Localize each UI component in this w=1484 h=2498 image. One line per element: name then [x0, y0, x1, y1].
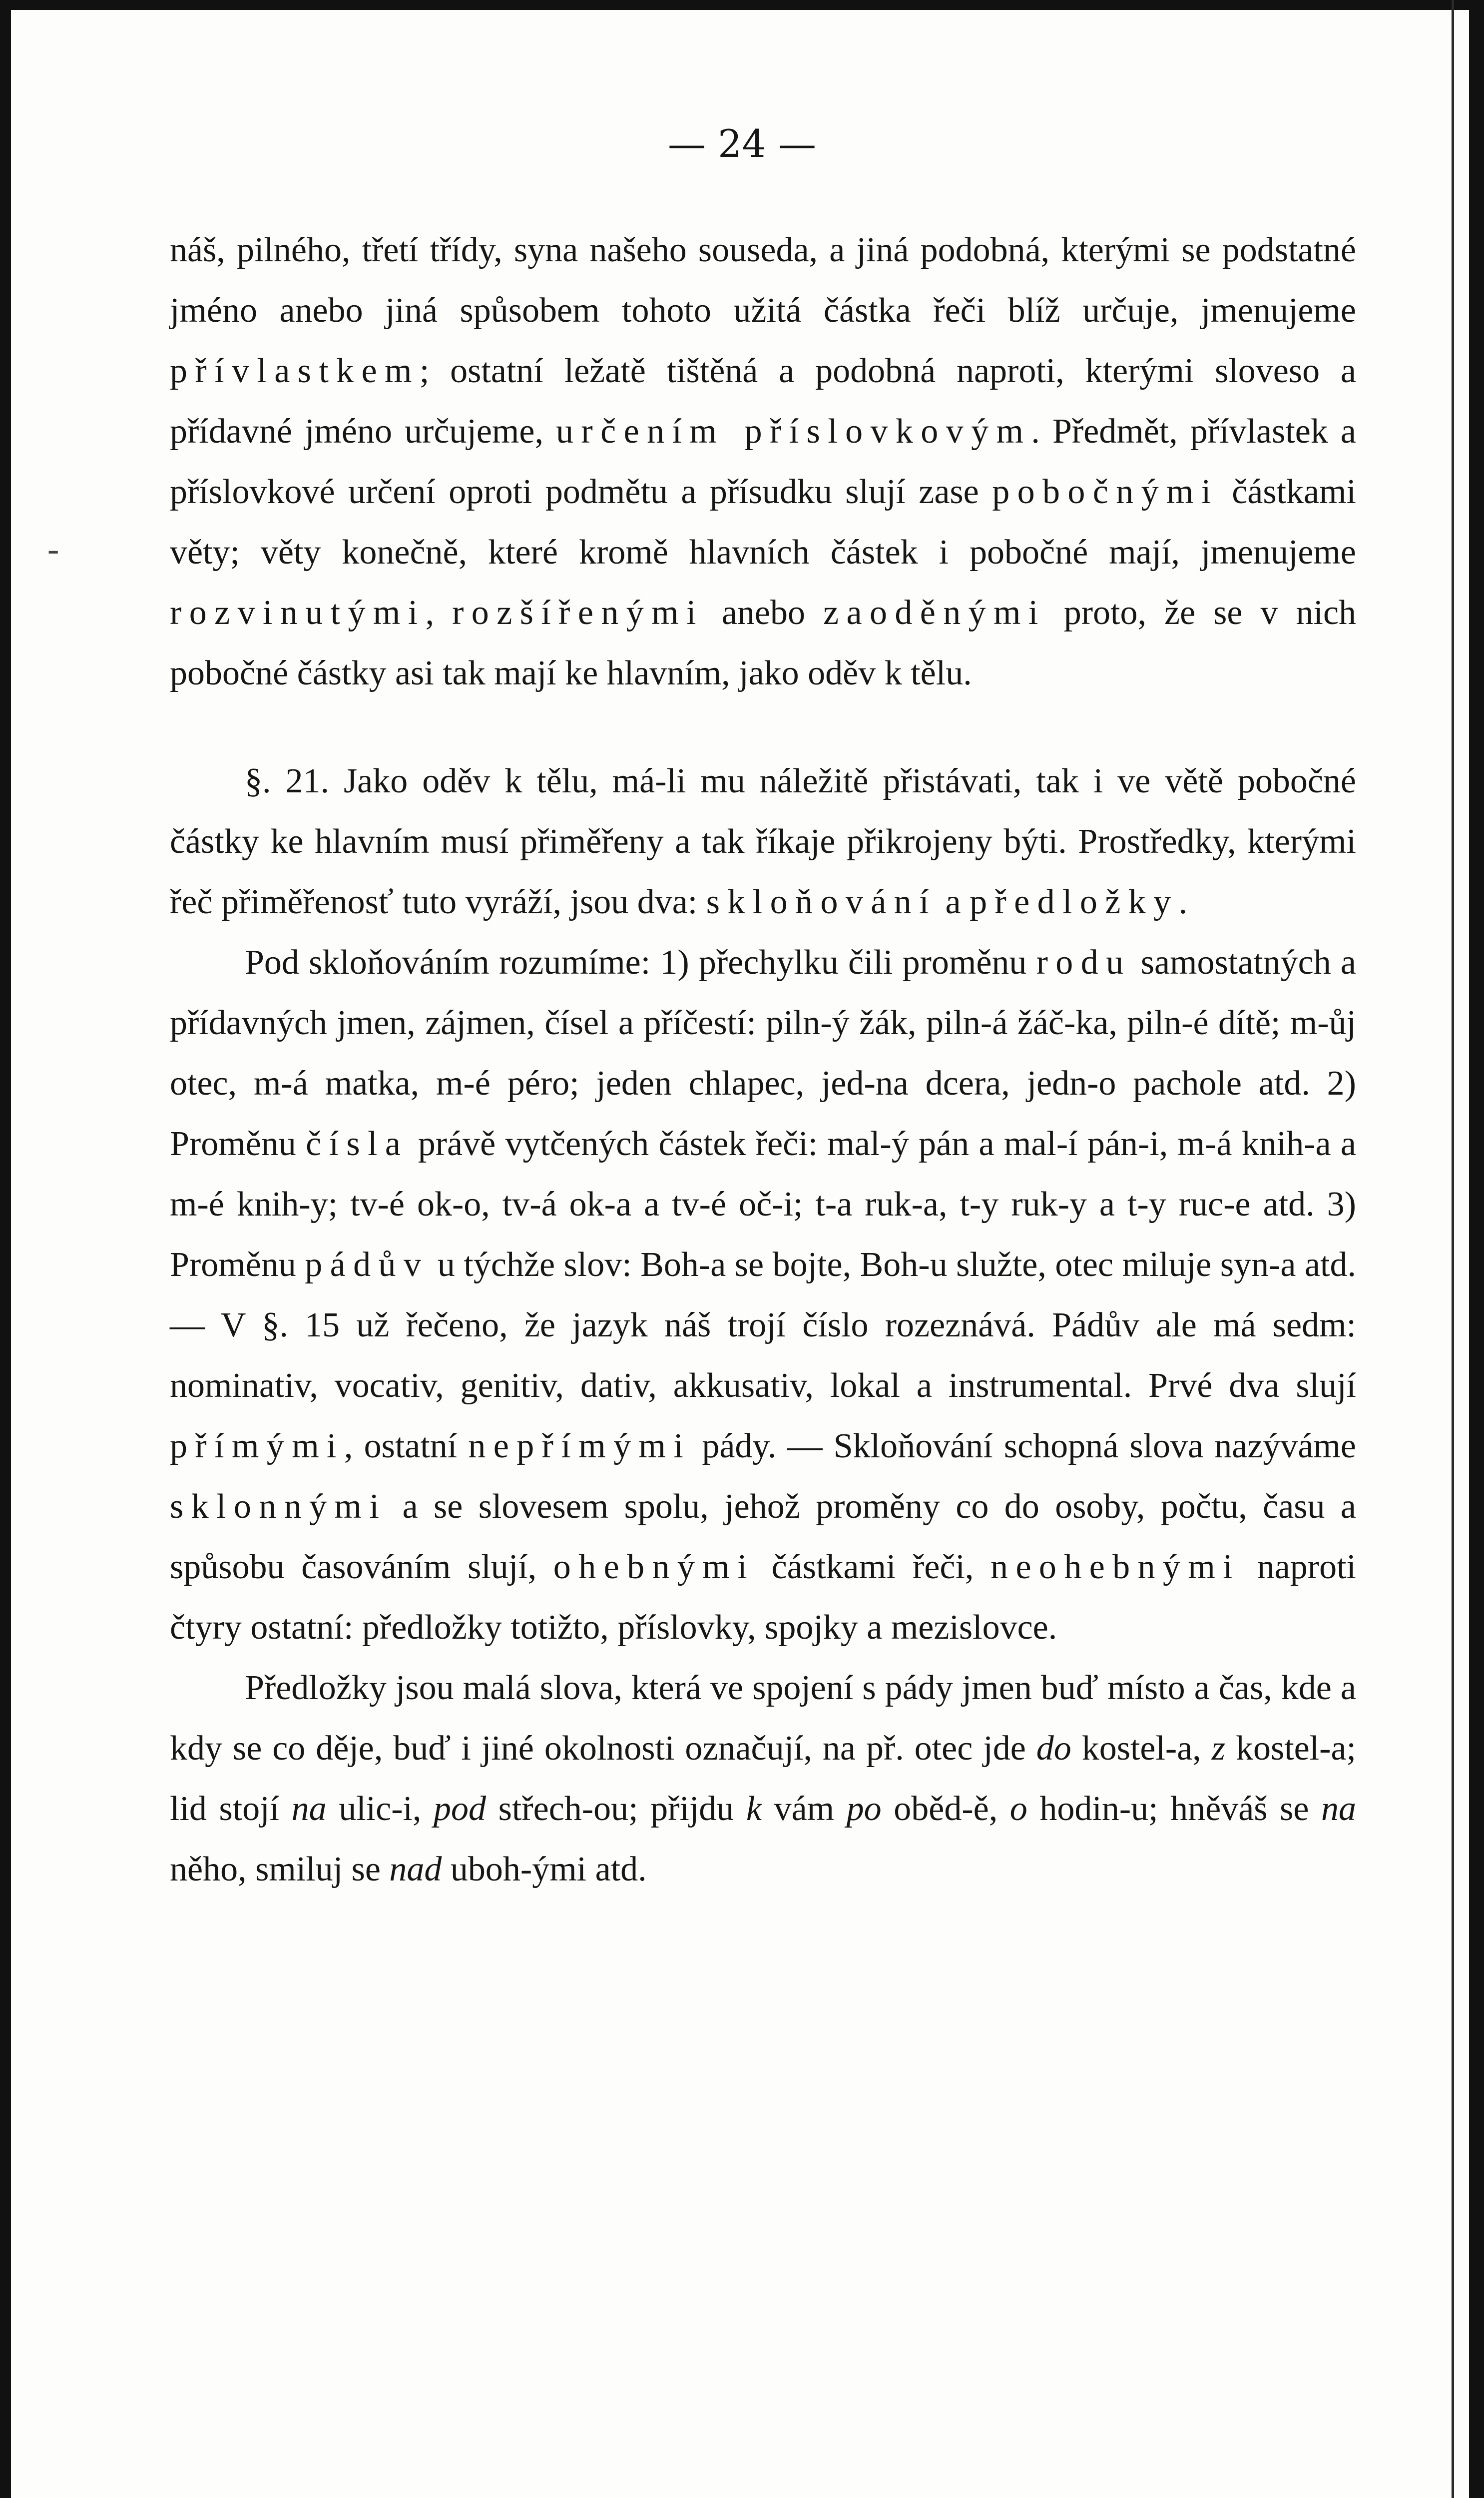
page-number: — 24 — — [667, 121, 817, 166]
text-run: kostel-a, — [1071, 1729, 1212, 1768]
spaced-term: rozšířenými — [452, 594, 704, 632]
spaced-term: sklonnými — [170, 1487, 387, 1526]
spaced-term: přívlastkem — [170, 352, 420, 390]
text-run: , ostatní — [344, 1427, 469, 1465]
spaced-term: neohebnými — [990, 1548, 1241, 1586]
text-run: , — [425, 594, 453, 632]
italic-term: z — [1211, 1729, 1225, 1768]
italic-term: o — [1009, 1790, 1027, 1828]
spaced-term: nepřímými — [468, 1427, 691, 1465]
text-run: pády. — Skloňování schopná slova nazýváme — [691, 1427, 1356, 1465]
margin-mark: - — [47, 530, 59, 569]
spaced-term: rodu — [1036, 943, 1131, 982]
text-run: ; ostatní ležatě tištěná a podobná naproti, kterými sloveso a přídavné jméno určujeme, — [170, 352, 1356, 451]
text-run: právě vytčených částek řeči: mal-ý pán a mal-í pán-i, m-á knih-a a m-é knih-y; tv-é ok-o, tv-á ok-a a tv-é oč-i; t-a ruk-a, t-y ruk-y a t-y ruc-e atd. 3) Proměnu — [170, 1125, 1356, 1284]
text-run: střech-ou; přijdu — [486, 1790, 746, 1828]
italic-term: na — [291, 1790, 327, 1828]
text-run: . Předmět, přívlastek a příslovkové určení oproti podmětu a přísudku slují zase — [170, 412, 1356, 511]
paragraph — [170, 1658, 1356, 1899]
body-text — [170, 220, 1356, 1899]
spaced-term: čísla — [306, 1125, 409, 1163]
italic-term: po — [846, 1790, 882, 1828]
text-run: uboh-ými atd. — [442, 1850, 647, 1888]
italic-term: pod — [434, 1790, 487, 1828]
spaced-term: skloňování — [706, 883, 937, 921]
text-run: §. 21. Jako oděv k tělu, má-li mu náležitě přistávati, tak i ve větě pobočné částky ke hlavním musí přiměřeny a tak říkaje přikrojeny býti. Prostředky, kterými řeč přiměřenosť tuto vyráží, jsou dva: — [170, 762, 1356, 921]
paragraph — [170, 751, 1356, 932]
spaced-term: pádův — [305, 1246, 429, 1284]
spaced-term: ohebnými — [553, 1548, 755, 1586]
text-run: proto, že se v nich pobočné částky asi tak mají ke hlavním, jako oděv k tělu. — [170, 594, 1357, 692]
text-run: kostel-a; lid stojí — [170, 1729, 1356, 1828]
text-run: naproti čtyry ostatní: předložky totižto, příslovky, spojky a mezislovce. — [170, 1548, 1356, 1647]
text-run: Pod skloňováním rozumíme: 1) přechylku čili proměnu — [245, 943, 1036, 982]
text-run: anebo — [703, 594, 824, 632]
spaced-term: rozvinutými — [170, 594, 426, 632]
text-run: náš, pilného, třetí třídy, syna našeho souseda, a jiná podobná, kterými se podstatné jméno anebo jiná spůsobem tohoto užitá částka řeči blíž určuje, jmenujeme — [170, 231, 1356, 330]
text-run: Předložky jsou malá slova, která ve spojení s pády jmen buď místo a čas, kde a kdy se co děje, buď i jiné okolnosti označují, na př. otec jde — [170, 1669, 1356, 1768]
text-run: částkami věty; věty konečně, které kromě hlavních částek i pobočné mají, jmenujeme — [170, 473, 1356, 572]
spaced-term: předložky — [970, 883, 1179, 921]
text-run: ulic-i, — [326, 1790, 434, 1828]
scan-border-right — [1469, 0, 1484, 2498]
paragraph — [170, 932, 1356, 1658]
text-run: . — [1178, 883, 1188, 921]
page-edge-line — [1452, 0, 1454, 2498]
text-run: vám — [761, 1790, 847, 1828]
text-run: a — [936, 883, 970, 921]
italic-term: do — [1036, 1729, 1071, 1768]
italic-term: nad — [389, 1850, 442, 1888]
spaced-term: zaoděnými — [823, 594, 1046, 632]
text-run: a se slovesem spolu, jehož proměny co do osoby, počtu, času a spůsobu časováním slují, — [170, 1487, 1356, 1586]
paragraph — [170, 220, 1356, 703]
text-run: oběd-ě, — [881, 1790, 1010, 1828]
spaced-term: přímými — [170, 1427, 344, 1465]
text-run: něho, smiluj se — [170, 1850, 390, 1888]
text-run: částkami řeči, — [754, 1548, 991, 1586]
scan-border-top — [0, 0, 1484, 10]
text-run: hodin-u; hněváš se — [1027, 1790, 1322, 1828]
spaced-term: pobočnými — [992, 473, 1219, 511]
italic-term: na — [1321, 1790, 1357, 1828]
text-run: samostatných a přídavných jmen, zájmen, čísel a příčestí: piln-ý žák, piln-á žáč-ka, piln-é dítě; m-ůj otec, m-á matka, m-é péro; jeden chlapec, jed-na dcera, jedn-o pachole atd. 2) Proměnu — [170, 943, 1356, 1163]
text-run: u týchže slov: Boh-a se bojte, Boh-u služte, otec miluje syn-a atd. — V §. 15 už řečeno, že jazyk náš trojí číslo rozeznává. Pádův ale má sedm: nominativ, vocativ, genitiv, dativ, akkusativ, lokal a instrumental. Prvé dva slují — [170, 1246, 1356, 1405]
spaced-term: určením příslovkovým — [556, 412, 1031, 451]
scan-border-left — [0, 0, 11, 2498]
italic-term: k — [746, 1790, 762, 1828]
